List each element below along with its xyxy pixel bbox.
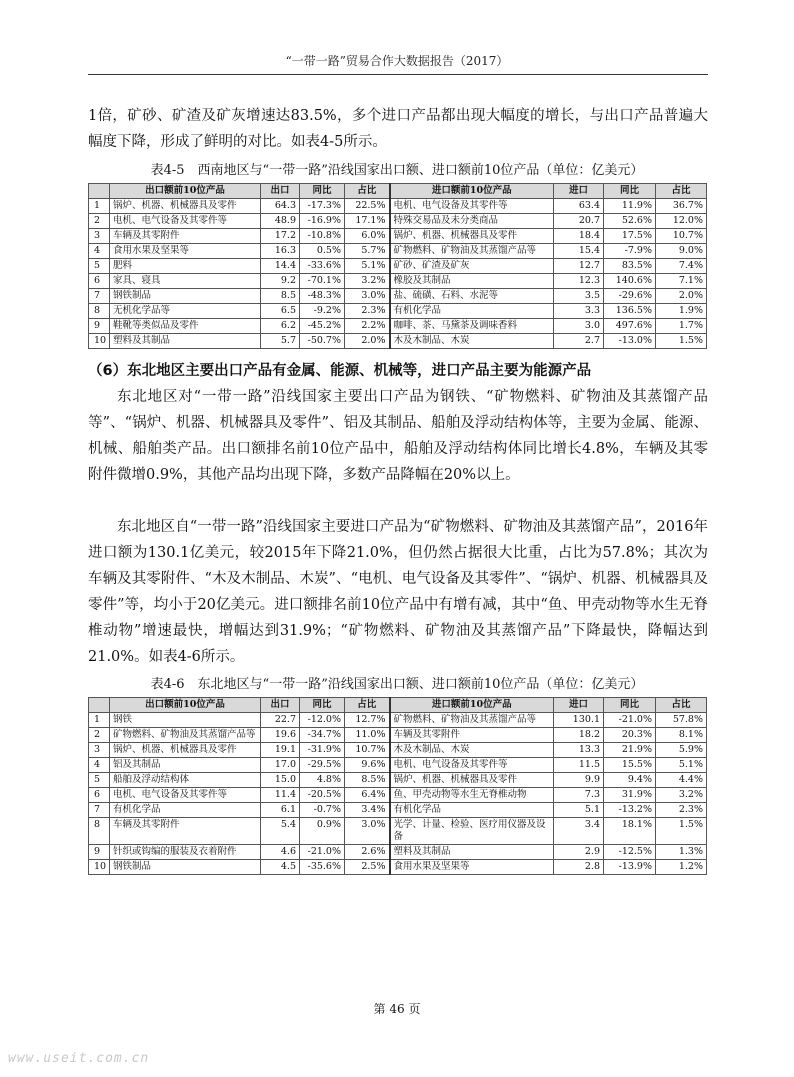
table1-caption: 表4-5 西南地区与“一带一路”沿线国家出口额、进口额前10位产品（单位：亿美元） — [150, 163, 644, 178]
export-value-header: 出口 — [261, 184, 300, 199]
export-value-cell: 6.5 — [261, 304, 300, 319]
table-4-6 — [88, 697, 707, 875]
import-share-cell: 57.8% — [656, 713, 707, 728]
table-row — [89, 728, 707, 743]
export-share-cell: 2.3% — [345, 304, 390, 319]
import-product-cell: 盐、硫磺、石料、水泥等 — [390, 289, 554, 304]
row-index-cell: 6 — [89, 788, 110, 803]
import-value-header: 进口 — [554, 184, 604, 199]
import-share-cell: 8.1% — [656, 728, 707, 743]
export-share-cell: 2.2% — [345, 319, 390, 334]
row-index-cell: 3 — [89, 229, 110, 244]
row-index-cell: 7 — [89, 803, 110, 818]
import-yoy-cell: 11.9% — [604, 199, 656, 214]
section-paragraph-1: 东北地区对“一带一路”沿线国家主要出口产品为钢铁、“矿物燃料、矿物油及其蒸馏产品等”、“锅炉、机器、机械器具及零件”、铝及其制品、船舶及浮动结构体等，主要为金属、能源、机械、船舶类产品。出口额排名前10位产品中，船舶及浮动结构体同比增长4.8%，车辆及其零附件微增0.9%，其他产品均出现下降，多数产品降幅在20%以上。 — [88, 389, 708, 483]
import-value-cell: 63.4 — [554, 199, 604, 214]
import-share-cell: 1.2% — [656, 860, 707, 875]
table-row — [89, 758, 707, 773]
export-yoy-cell: -45.2% — [300, 319, 345, 334]
export-yoy-cell: -29.5% — [300, 758, 345, 773]
export-product-cell: 针织或钩编的服装及衣着附件 — [110, 845, 261, 860]
import-product-cell: 木及木制品、木炭 — [390, 334, 554, 349]
import-yoy-header: 同比 — [604, 698, 656, 713]
export-share-cell: 10.7% — [345, 743, 390, 758]
export-share-header: 占比 — [345, 698, 390, 713]
export-product-cell: 电机、电气设备及其零件等 — [110, 788, 261, 803]
import-yoy-cell: 140.6% — [604, 274, 656, 289]
export-value-cell: 17.0 — [261, 758, 300, 773]
export-value-cell: 5.7 — [261, 334, 300, 349]
import-product-cell: 特殊交易品及未分类商品 — [390, 214, 554, 229]
import-yoy-cell: -13.9% — [604, 860, 656, 875]
export-yoy-cell: -48.3% — [300, 289, 345, 304]
export-yoy-cell: -70.1% — [300, 274, 345, 289]
export-share-cell: 2.5% — [345, 860, 390, 875]
export-yoy-cell: -33.6% — [300, 259, 345, 274]
export-share-cell: 3.0% — [345, 818, 390, 845]
export-yoy-cell: -21.0% — [300, 845, 345, 860]
table-header-row — [89, 184, 707, 199]
export-yoy-cell: -16.9% — [300, 214, 345, 229]
export-share-cell: 3.2% — [345, 274, 390, 289]
export-yoy-cell: -20.5% — [300, 788, 345, 803]
export-product-cell: 锅炉、机器、机械器具及零件 — [110, 199, 261, 214]
table-row — [89, 713, 707, 728]
export-value-header: 出口 — [261, 698, 300, 713]
table-row — [89, 289, 707, 304]
row-index-cell: 4 — [89, 758, 110, 773]
table-row — [89, 199, 707, 214]
import-yoy-cell: 18.1% — [604, 818, 656, 845]
export-product-cell: 铝及其制品 — [110, 758, 261, 773]
export-value-cell: 19.6 — [261, 728, 300, 743]
import-share-cell: 1.7% — [656, 319, 707, 334]
import-product-cell: 食用水果及坚果等 — [390, 860, 554, 875]
export-value-cell: 15.0 — [261, 773, 300, 788]
export-value-cell: 19.1 — [261, 743, 300, 758]
import-share-cell: 5.9% — [656, 743, 707, 758]
import-value-header: 进口 — [554, 698, 604, 713]
import-share-cell: 2.0% — [656, 289, 707, 304]
export-yoy-cell: -50.7% — [300, 334, 345, 349]
row-index-cell: 5 — [89, 259, 110, 274]
table-header-row — [89, 698, 707, 713]
import-value-cell: 130.1 — [554, 713, 604, 728]
import-product-cell: 锅炉、机器、机械器具及零件 — [390, 773, 554, 788]
export-value-cell: 6.2 — [261, 319, 300, 334]
row-index-cell: 9 — [89, 845, 110, 860]
table-row — [89, 845, 707, 860]
import-product-cell: 锅炉、机器、机械器具及零件 — [390, 229, 554, 244]
import-product-cell: 有机化学品 — [390, 304, 554, 319]
export-product-cell: 鞋靴等类似品及零件 — [110, 319, 261, 334]
export-yoy-header: 同比 — [300, 184, 345, 199]
table-row — [89, 259, 707, 274]
section-paragraph-2: 东北地区自“一带一路”沿线国家主要进口产品为“矿物燃料、矿物油及其蒸馏产品”，2016年进口额为130.1亿美元，较2015年下降21.0%，但仍然占据很大比重，占比为57.8%；其次为车辆及其零附件、“木及木制品、木炭”、“电机、电气设备及其零件”、“锅炉、机器、机械器具及零件”等，均小于20亿美元。进口额排名前10位产品中有增有减，其中“鱼、甲壳动物等水生无脊椎动物”增速最快，增幅达到31.9%；“矿物燃料、矿物油及其蒸馏产品”下降最快，降幅达到21.0%。如表4-6所示。 — [88, 519, 708, 665]
row-index-cell: 5 — [89, 773, 110, 788]
export-share-cell: 5.1% — [345, 259, 390, 274]
export-share-cell: 22.5% — [345, 199, 390, 214]
import-product-cell: 矿物燃料、矿物油及其蒸馏产品等 — [390, 244, 554, 259]
import-value-cell: 12.3 — [554, 274, 604, 289]
row-index-cell: 1 — [89, 199, 110, 214]
export-yoy-cell: -35.6% — [300, 860, 345, 875]
import-share-cell: 1.5% — [656, 818, 707, 845]
watermark: www.useit.com.cn — [8, 1051, 150, 1066]
import-yoy-header: 同比 — [604, 184, 656, 199]
import-share-cell: 7.1% — [656, 274, 707, 289]
section-heading: （6）东北地区主要出口产品有金属、能源、机械等，进口产品主要为能源产品 — [88, 363, 592, 379]
import-yoy-cell: 15.5% — [604, 758, 656, 773]
export-value-cell: 11.4 — [261, 788, 300, 803]
export-value-cell: 6.1 — [261, 803, 300, 818]
export-value-cell: 16.3 — [261, 244, 300, 259]
export-product-cell: 肥料 — [110, 259, 261, 274]
export-product-header: 出口额前10位产品 — [110, 184, 261, 199]
table-row — [89, 743, 707, 758]
export-share-cell: 5.7% — [345, 244, 390, 259]
export-yoy-cell: -17.3% — [300, 199, 345, 214]
import-product-cell: 矿砂、矿渣及矿灰 — [390, 259, 554, 274]
import-yoy-cell: -13.2% — [604, 803, 656, 818]
table-row — [89, 788, 707, 803]
import-yoy-cell: -21.0% — [604, 713, 656, 728]
import-value-cell: 9.9 — [554, 773, 604, 788]
export-product-cell: 塑料及其制品 — [110, 334, 261, 349]
import-share-cell: 2.3% — [656, 803, 707, 818]
import-product-cell: 电机、电气设备及其零件等 — [390, 199, 554, 214]
import-yoy-cell: -12.5% — [604, 845, 656, 860]
export-product-cell: 家具、寝具 — [110, 274, 261, 289]
import-share-header: 占比 — [656, 698, 707, 713]
import-product-cell: 有机化学品 — [390, 803, 554, 818]
table-row — [89, 319, 707, 334]
table-row — [89, 860, 707, 875]
export-share-cell: 2.6% — [345, 845, 390, 860]
table-row — [89, 274, 707, 289]
export-product-cell: 船舶及浮动结构体 — [110, 773, 261, 788]
import-yoy-cell: -7.9% — [604, 244, 656, 259]
import-value-cell: 18.2 — [554, 728, 604, 743]
import-product-header: 进口额前10位产品 — [390, 184, 554, 199]
export-product-cell: 无机化学品等 — [110, 304, 261, 319]
export-product-cell: 车辆及其零附件 — [110, 229, 261, 244]
export-product-cell: 矿物燃料、矿物油及其蒸馏产品等 — [110, 728, 261, 743]
index-header — [89, 184, 110, 199]
import-share-cell: 3.2% — [656, 788, 707, 803]
import-product-header: 进口额前10位产品 — [390, 698, 554, 713]
import-value-cell: 13.3 — [554, 743, 604, 758]
export-value-cell: 5.4 — [261, 818, 300, 845]
import-product-cell: 咖啡、茶、马黛茶及调味香料 — [390, 319, 554, 334]
import-product-cell: 橡胶及其制品 — [390, 274, 554, 289]
import-value-cell: 2.8 — [554, 860, 604, 875]
row-index-cell: 10 — [89, 860, 110, 875]
table-row — [89, 334, 707, 349]
export-yoy-cell: -9.2% — [300, 304, 345, 319]
export-share-cell: 2.0% — [345, 334, 390, 349]
export-yoy-cell: -34.7% — [300, 728, 345, 743]
export-product-cell: 锅炉、机器、机械器具及零件 — [110, 743, 261, 758]
import-value-cell: 5.1 — [554, 803, 604, 818]
export-share-cell: 9.6% — [345, 758, 390, 773]
export-yoy-cell: 0.5% — [300, 244, 345, 259]
import-yoy-cell: 136.5% — [604, 304, 656, 319]
export-product-cell: 钢铁 — [110, 713, 261, 728]
import-share-header: 占比 — [656, 184, 707, 199]
export-product-cell: 有机化学品 — [110, 803, 261, 818]
export-yoy-cell: 4.8% — [300, 773, 345, 788]
export-product-cell: 钢铁制品 — [110, 289, 261, 304]
table-4-5 — [88, 183, 707, 349]
import-value-cell: 2.7 — [554, 334, 604, 349]
export-yoy-cell: 0.9% — [300, 818, 345, 845]
import-yoy-cell: 21.9% — [604, 743, 656, 758]
export-yoy-cell: -31.9% — [300, 743, 345, 758]
row-index-cell: 7 — [89, 289, 110, 304]
export-share-cell: 11.0% — [345, 728, 390, 743]
import-share-cell: 12.0% — [656, 214, 707, 229]
export-product-cell: 钢铁制品 — [110, 860, 261, 875]
export-share-cell: 6.4% — [345, 788, 390, 803]
row-index-cell: 6 — [89, 274, 110, 289]
import-share-cell: 7.4% — [656, 259, 707, 274]
export-value-cell: 22.7 — [261, 713, 300, 728]
import-product-cell: 木及木制品、木炭 — [390, 743, 554, 758]
import-value-cell: 2.9 — [554, 845, 604, 860]
import-yoy-cell: 31.9% — [604, 788, 656, 803]
import-yoy-cell: 20.3% — [604, 728, 656, 743]
table2-caption: 表4-6 东北地区与“一带一路”沿线国家出口额、进口额前10位产品（单位：亿美元） — [150, 677, 644, 692]
row-index-cell: 2 — [89, 728, 110, 743]
export-yoy-cell: -10.8% — [300, 229, 345, 244]
export-share-cell: 8.5% — [345, 773, 390, 788]
import-value-cell: 7.3 — [554, 788, 604, 803]
import-value-cell: 12.7 — [554, 259, 604, 274]
import-share-cell: 4.4% — [656, 773, 707, 788]
export-value-cell: 8.5 — [261, 289, 300, 304]
import-value-cell: 3.0 — [554, 319, 604, 334]
index-header — [89, 698, 110, 713]
export-value-cell: 64.3 — [261, 199, 300, 214]
export-share-cell: 12.7% — [345, 713, 390, 728]
import-value-cell: 3.5 — [554, 289, 604, 304]
import-share-cell: 9.0% — [656, 244, 707, 259]
row-index-cell: 1 — [89, 713, 110, 728]
row-index-cell: 3 — [89, 743, 110, 758]
table-row — [89, 214, 707, 229]
export-yoy-cell: -0.7% — [300, 803, 345, 818]
import-yoy-cell: -13.0% — [604, 334, 656, 349]
import-yoy-cell: 83.5% — [604, 259, 656, 274]
import-share-cell: 1.3% — [656, 845, 707, 860]
row-index-cell: 2 — [89, 214, 110, 229]
export-product-cell: 电机、电气设备及其零件等 — [110, 214, 261, 229]
import-yoy-cell: 497.6% — [604, 319, 656, 334]
import-value-cell: 20.7 — [554, 214, 604, 229]
import-product-cell: 电机、电气设备及其零件等 — [390, 758, 554, 773]
export-value-cell: 4.6 — [261, 845, 300, 860]
table-row — [89, 803, 707, 818]
page-header: “一带一路”贸易合作大数据报告（2017） — [285, 54, 509, 68]
table-row — [89, 304, 707, 319]
import-yoy-cell: 52.6% — [604, 214, 656, 229]
export-value-cell: 14.4 — [261, 259, 300, 274]
export-product-cell: 车辆及其零附件 — [110, 818, 261, 845]
import-value-cell: 3.4 — [554, 818, 604, 845]
import-value-cell: 18.4 — [554, 229, 604, 244]
import-value-cell: 15.4 — [554, 244, 604, 259]
import-share-cell: 36.7% — [656, 199, 707, 214]
import-product-cell: 鱼、甲壳动物等水生无脊椎动物 — [390, 788, 554, 803]
import-share-cell: 1.9% — [656, 304, 707, 319]
import-share-cell: 5.1% — [656, 758, 707, 773]
row-index-cell: 4 — [89, 244, 110, 259]
import-value-cell: 11.5 — [554, 758, 604, 773]
import-yoy-cell: -29.6% — [604, 289, 656, 304]
intro-paragraph: 1倍，矿砂、矿渣及矿灰增速达83.5%，多个进口产品都出现大幅度的增长，与出口产品普遍大幅度下降，形成了鲜明的对比。如表4-5所示。 — [88, 108, 708, 150]
row-index-cell: 10 — [89, 334, 110, 349]
export-value-cell: 48.9 — [261, 214, 300, 229]
page-number: 第 46 页 — [373, 1002, 421, 1016]
export-yoy-header: 同比 — [300, 698, 345, 713]
table-row — [89, 244, 707, 259]
row-index-cell: 9 — [89, 319, 110, 334]
export-value-cell: 17.2 — [261, 229, 300, 244]
export-yoy-cell: -12.0% — [300, 713, 345, 728]
row-index-cell: 8 — [89, 304, 110, 319]
import-product-cell: 车辆及其零附件 — [390, 728, 554, 743]
export-share-header: 占比 — [345, 184, 390, 199]
export-product-cell: 食用水果及坚果等 — [110, 244, 261, 259]
row-index-cell: 8 — [89, 818, 110, 845]
import-product-cell: 塑料及其制品 — [390, 845, 554, 860]
import-yoy-cell: 9.4% — [604, 773, 656, 788]
import-value-cell: 3.3 — [554, 304, 604, 319]
export-value-cell: 4.5 — [261, 860, 300, 875]
import-product-cell: 矿物燃料、矿物油及其蒸馏产品等 — [390, 713, 554, 728]
export-share-cell: 6.0% — [345, 229, 390, 244]
export-share-cell: 3.0% — [345, 289, 390, 304]
table-row — [89, 773, 707, 788]
export-share-cell: 17.1% — [345, 214, 390, 229]
export-value-cell: 9.2 — [261, 274, 300, 289]
table-row — [89, 229, 707, 244]
header-divider — [88, 74, 708, 75]
import-yoy-cell: 17.5% — [604, 229, 656, 244]
export-share-cell: 3.4% — [345, 803, 390, 818]
import-share-cell: 10.7% — [656, 229, 707, 244]
table-row — [89, 818, 707, 845]
import-share-cell: 1.5% — [656, 334, 707, 349]
import-product-cell: 光学、计量、检验、医疗用仪器及设备 — [390, 818, 554, 845]
export-product-header: 出口额前10位产品 — [110, 698, 261, 713]
